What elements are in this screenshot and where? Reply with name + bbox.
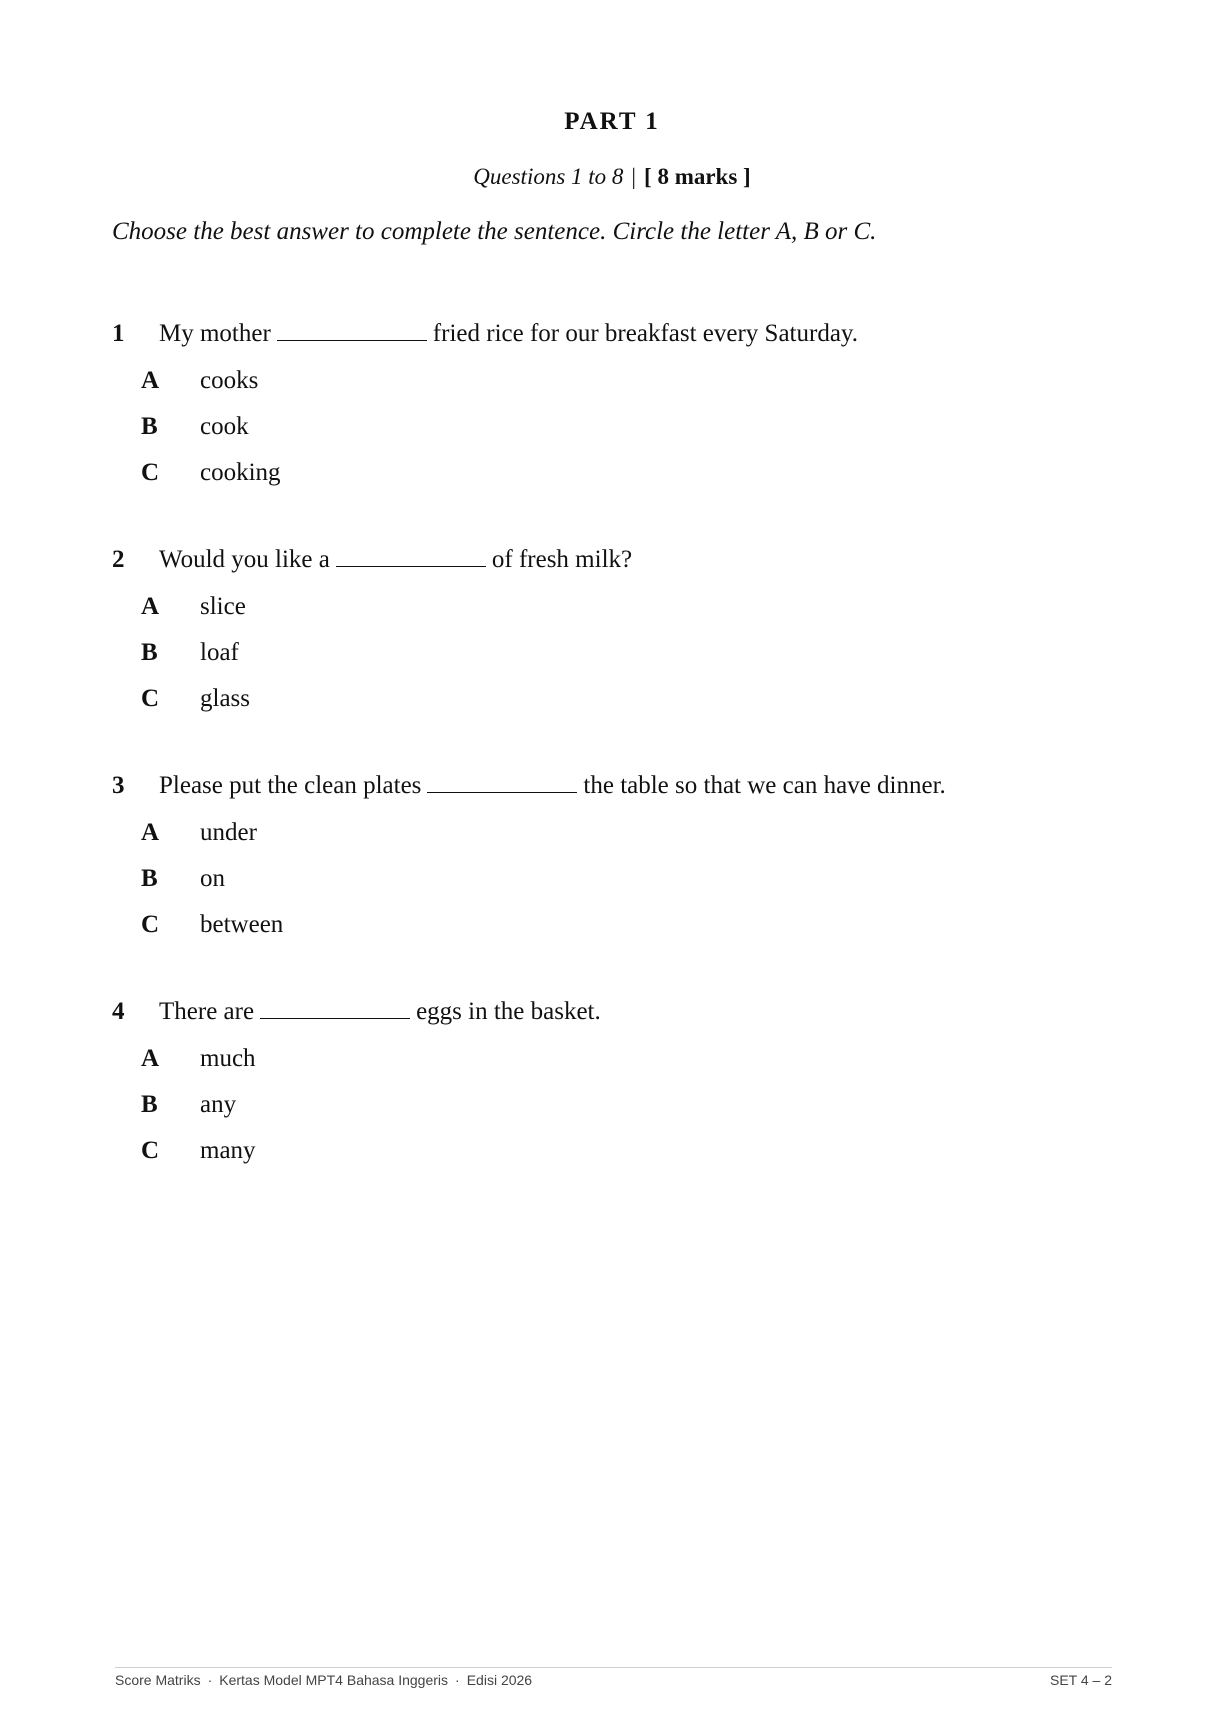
stem-after: fried rice for our breakfast every Saturday. bbox=[432, 320, 859, 347]
options-list bbox=[112, 1042, 1112, 1180]
option-letter: B bbox=[141, 1091, 158, 1118]
separator: | bbox=[631, 164, 637, 189]
option-letter: A bbox=[141, 1045, 160, 1072]
options-list bbox=[112, 590, 1112, 728]
option-text: any bbox=[200, 1091, 237, 1118]
footer-edition: Edisi 2026 bbox=[466, 1672, 533, 1688]
stem-before: My mother bbox=[159, 320, 271, 347]
option-c[interactable] bbox=[112, 908, 1112, 954]
option-c[interactable] bbox=[112, 682, 1112, 728]
option-a[interactable] bbox=[112, 1042, 1112, 1088]
option-text: cooking bbox=[200, 459, 281, 486]
option-letter: C bbox=[141, 685, 160, 712]
question-stem bbox=[112, 994, 1112, 1028]
option-text: much bbox=[200, 1045, 256, 1072]
stem-after: eggs in the basket. bbox=[416, 998, 601, 1025]
options-list bbox=[112, 364, 1112, 502]
marks-label: [ 8 marks ] bbox=[644, 164, 751, 189]
question-number: 2 bbox=[112, 546, 125, 573]
option-letter: C bbox=[141, 911, 160, 938]
option-b[interactable] bbox=[112, 410, 1112, 456]
option-c[interactable] bbox=[112, 1134, 1112, 1180]
option-c[interactable] bbox=[112, 456, 1112, 502]
footer-source bbox=[115, 1672, 532, 1688]
stem-after: the table so that we can have dinner. bbox=[583, 772, 946, 799]
question-number: 1 bbox=[112, 320, 125, 347]
option-letter: A bbox=[141, 819, 160, 846]
option-letter: A bbox=[141, 593, 160, 620]
question-4 bbox=[112, 994, 1112, 1180]
option-text: cooks bbox=[200, 367, 259, 394]
question-stem bbox=[112, 316, 1112, 350]
option-letter: B bbox=[141, 639, 158, 666]
option-text: between bbox=[200, 911, 284, 938]
stem-before: There are bbox=[159, 998, 255, 1025]
footer-publisher: Score Matriks bbox=[115, 1672, 201, 1688]
answer-blank bbox=[427, 768, 577, 793]
question-number: 4 bbox=[112, 998, 125, 1025]
option-b[interactable] bbox=[112, 636, 1112, 682]
footer-dot: · bbox=[455, 1672, 460, 1688]
footer-book: Kertas Model MPT4 Bahasa Inggeris bbox=[219, 1672, 449, 1688]
footer-dot: · bbox=[207, 1672, 213, 1688]
stem-before: Please put the clean plates bbox=[159, 772, 422, 799]
stem-before: Would you like a bbox=[159, 546, 330, 573]
option-text: on bbox=[200, 865, 225, 892]
question-2 bbox=[112, 542, 1112, 728]
option-letter: C bbox=[141, 1137, 160, 1164]
option-text: under bbox=[200, 819, 257, 846]
option-a[interactable] bbox=[112, 364, 1112, 410]
option-a[interactable] bbox=[112, 816, 1112, 862]
option-text: slice bbox=[200, 593, 246, 620]
question-range: Questions 1 to 8 bbox=[473, 164, 624, 189]
question-range-line bbox=[0, 164, 1224, 190]
option-b[interactable] bbox=[112, 1088, 1112, 1134]
question-3 bbox=[112, 768, 1112, 954]
answer-blank bbox=[260, 994, 410, 1019]
page-number: SET 4 – 2 bbox=[1049, 1672, 1112, 1688]
page-title: PART 1 bbox=[564, 108, 660, 135]
option-letter: B bbox=[141, 865, 158, 892]
question-stem bbox=[112, 768, 1112, 802]
option-b[interactable] bbox=[112, 862, 1112, 908]
option-a[interactable] bbox=[112, 590, 1112, 636]
option-letter: B bbox=[141, 413, 158, 440]
answer-blank bbox=[277, 316, 427, 341]
answer-blank bbox=[336, 542, 486, 567]
page-footer bbox=[115, 1667, 1112, 1688]
instruction: Choose the best answer to complete the sentence. Circle the letter A, B or C. bbox=[112, 218, 877, 245]
question-1 bbox=[112, 316, 1112, 502]
option-text: many bbox=[200, 1137, 256, 1164]
question-stem bbox=[112, 542, 1112, 576]
options-list bbox=[112, 816, 1112, 954]
option-letter: C bbox=[141, 459, 160, 486]
stem-after: of fresh milk? bbox=[491, 546, 633, 573]
option-letter: A bbox=[141, 367, 160, 394]
option-text: glass bbox=[200, 685, 250, 712]
option-text: cook bbox=[200, 413, 249, 440]
question-number: 3 bbox=[112, 772, 125, 799]
option-text: loaf bbox=[200, 639, 239, 666]
